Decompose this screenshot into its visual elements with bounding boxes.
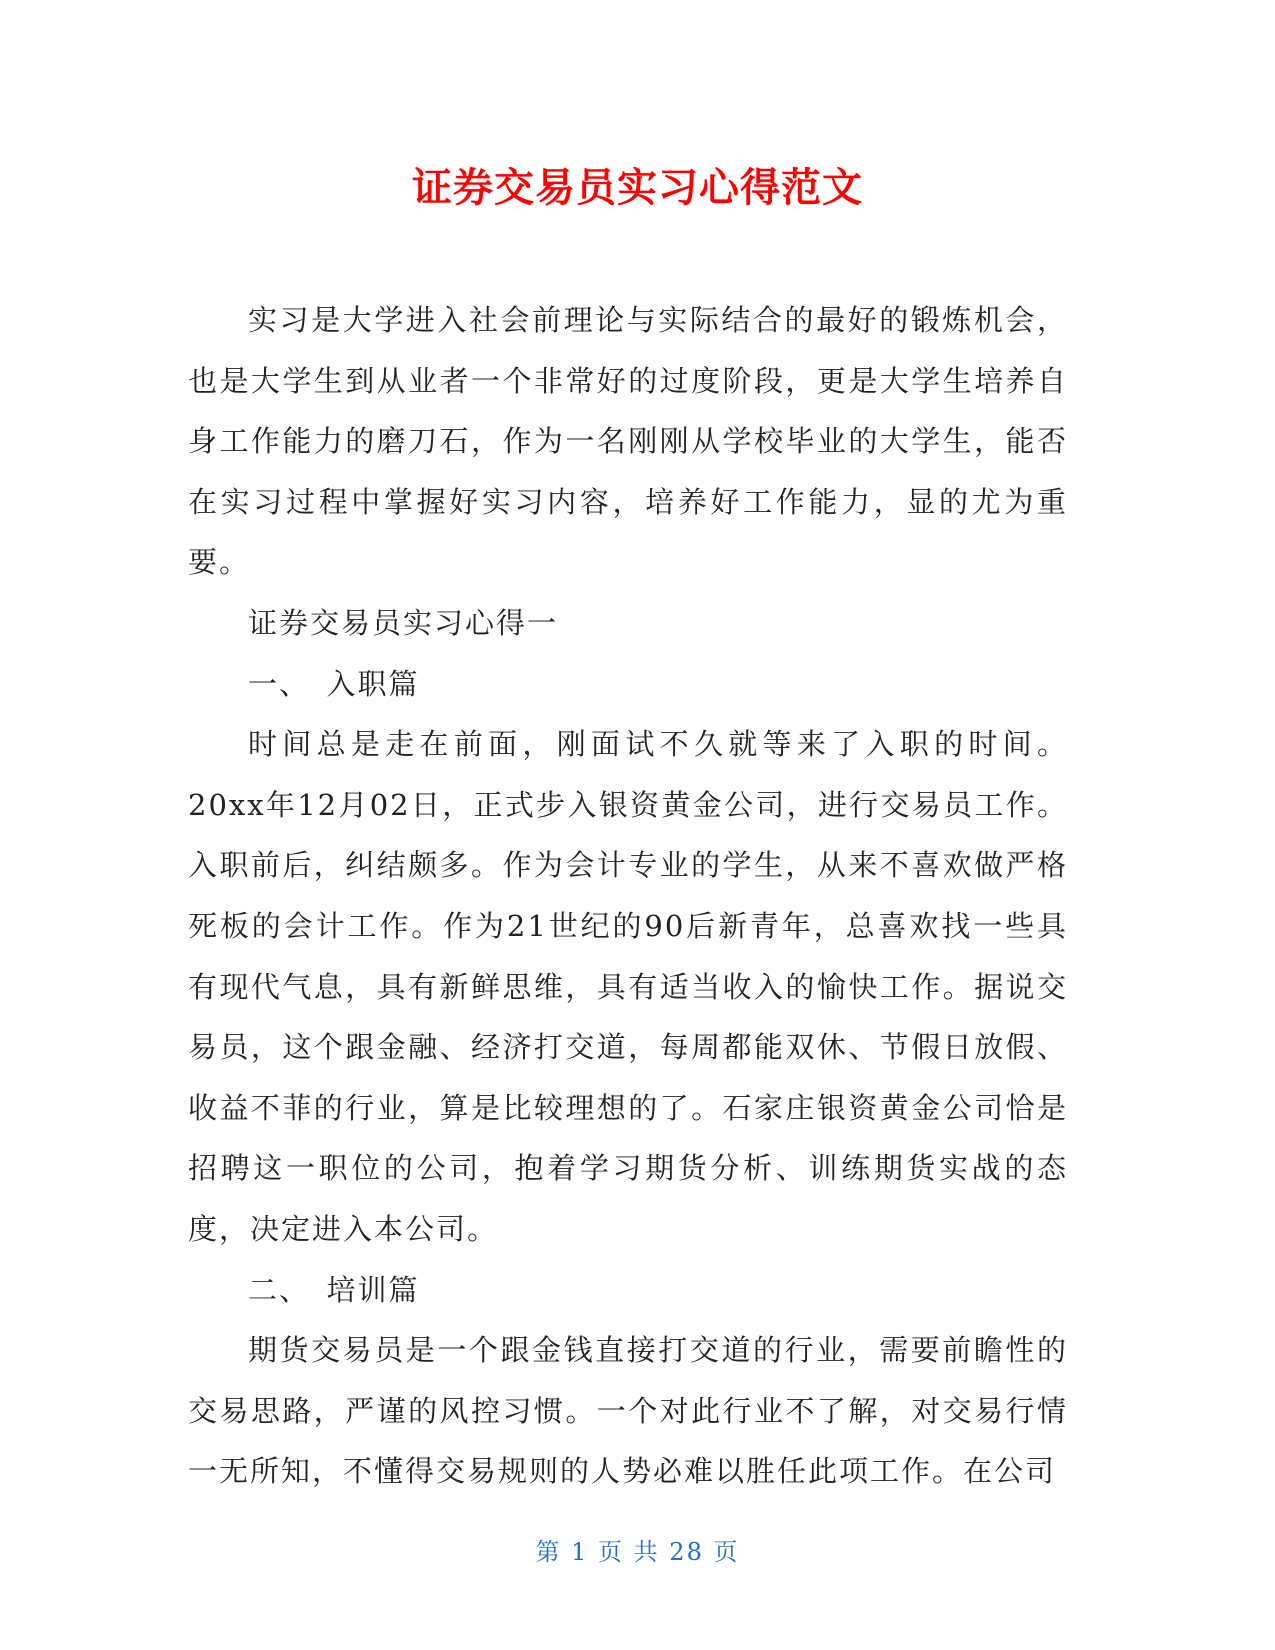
training-paragraph: 期货交易员是一个跟金钱直接打交道的行业，需要前瞻性的交易思路，严谨的风控习惯。一个对此行业不了解，对交易行情一无所知，不懂得交易规则的人势必难以胜任此项工作。在公司 — [188, 1333, 1068, 1489]
onboarding-paragraph: 时间总是走在前面，刚面试不久就等来了入职的时间。20xx年12月02日，正式步入银资黄金公司，进行交易员工作。入职前后，纠结颇多。作为会计专业的学生，从来不喜欢做严格死板的会计工作。作为21世纪的90后新青年，总喜欢找一些具有现代气息，具有新鲜思维，具有适当收入的愉快工作。据说交易员，这个跟金融、经济打交道，每周都能双休、节假日放假、收益不菲的行业，算是比较理想的了。石家庄银资黄金公司恰是招聘这一职位的公司，抱着学习期货分析、训练期货实战的态度，决定进入本公司。 — [188, 727, 1068, 1246]
subsection-heading-training: 二、 培训篇 — [248, 1272, 420, 1307]
document-title: 证券交易员实习心得范文 — [412, 165, 863, 211]
document-body — [188, 290, 1068, 1502]
subsection-heading-onboarding: 一、 入职篇 — [248, 666, 420, 701]
section-heading: 证券交易员实习心得一 — [248, 605, 559, 640]
page-number-footer: 第 1 页 共 28 页 — [535, 1538, 740, 1566]
intro-paragraph: 实习是大学进入社会前理论与实际结合的最好的锻炼机会，也是大学生到从业者一个非常好的过度阶段，更是大学生培养自身工作能力的磨刀石，作为一名刚刚从学校毕业的大学生，能否在实习过程中掌握好实习内容，培养好工作能力，显的尤为重要。 — [188, 303, 1068, 580]
